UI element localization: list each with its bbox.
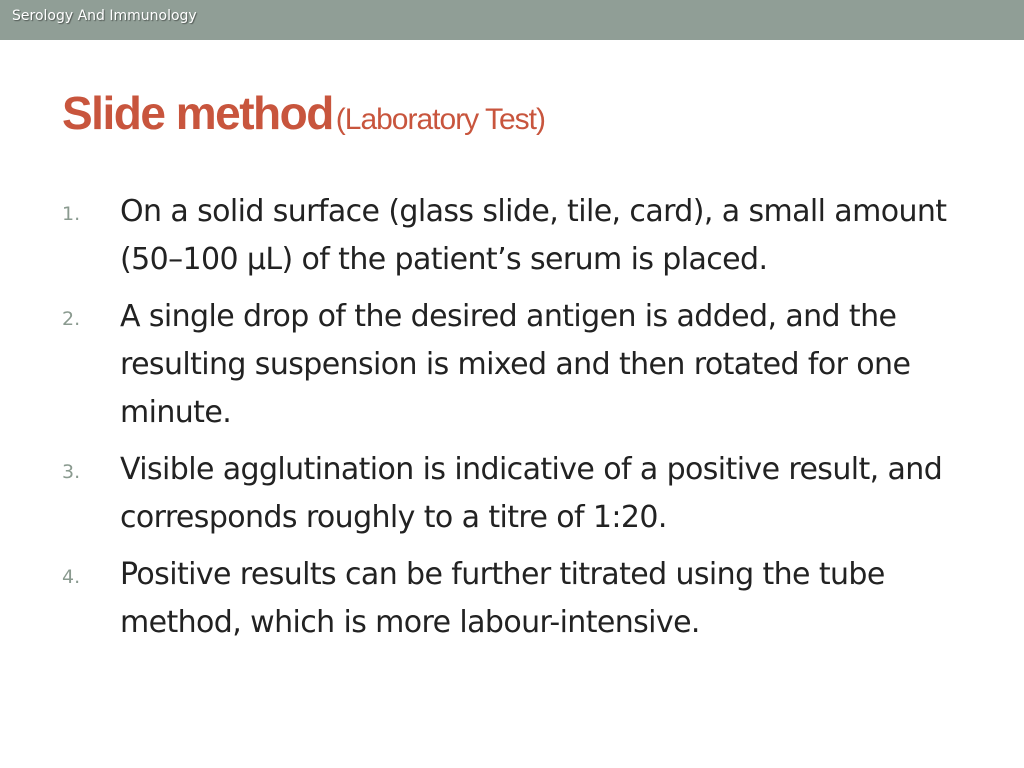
item-text: On a solid surface (glass slide, tile, card), a small amount (50–100 µL) of the patient’s serum is placed.: [120, 194, 947, 277]
course-label: Serology And Immunology: [12, 8, 197, 24]
item-text: Visible agglutination is indicative of a positive result, and corresponds roughly to a titre of 1:20.: [120, 452, 943, 535]
title-subtitle: (Laboratory Test): [335, 103, 545, 136]
item-number: 1.: [62, 203, 81, 225]
header-band: [0, 0, 1024, 40]
item-text: Positive results can be further titrated using the tube method, which is more labour-intensive.: [120, 557, 885, 640]
item-number: 2.: [62, 308, 81, 330]
numbered-list: [62, 188, 982, 656]
list-item: [62, 446, 982, 542]
list-item: [62, 551, 982, 647]
list-item: [62, 188, 982, 284]
item-number: 4.: [62, 566, 81, 588]
title-main: Slide method: [62, 87, 333, 139]
list-item: [62, 293, 982, 437]
item-number: 3.: [62, 461, 81, 483]
slide-title: [62, 86, 545, 140]
item-text: A single drop of the desired antigen is added, and the resulting suspension is mixed and then rotated for one minute.: [120, 299, 911, 430]
